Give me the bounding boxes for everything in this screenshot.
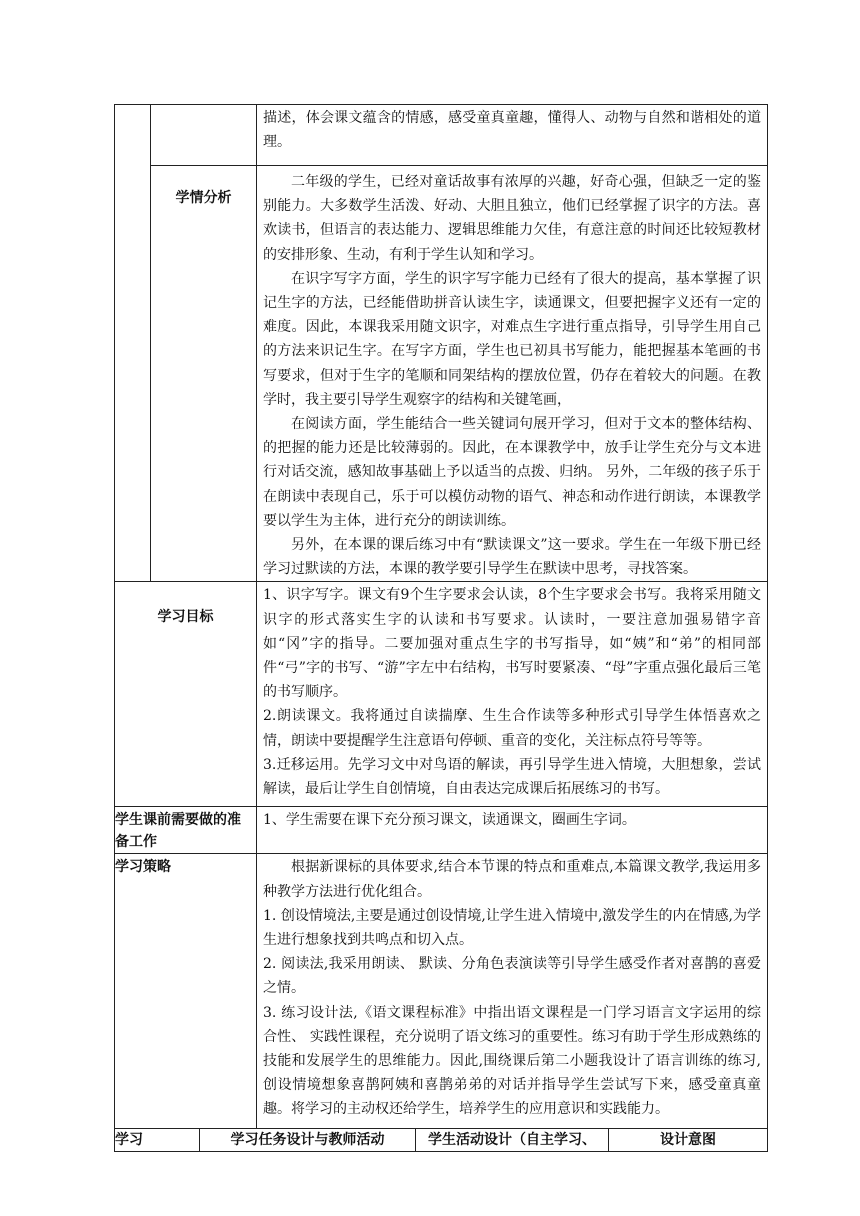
header-col-student [416,1129,609,1152]
preparation-label [115,807,257,854]
preparation-text: 1、学生需要在课下充分预习课文，读通课文，圈画生字词。 [263,812,636,829]
header-col-study [115,1129,200,1152]
strategy-content [257,854,768,1129]
analysis-paragraph: 二年级的学生，已经对童话故事有浓厚的兴趣，好奇心强，但缺乏一定的鉴别能力。大多数学生活泼、好动、大胆且独立，他们已经掌握了识字的方法。喜欢读书，但语言的表达能力、逻辑思维能力欠佳，有意注意的时间还比较短教材的安排形象、生动，有利于学生认知和学习。 [263,174,761,263]
goal-paragraph: 3.迁移运用。先学习文中对鸟语的解读，再引导学生进入情境，大胆想象，尝试解读，最后让学生自创情境，自由表达完成课后拓展练习的书写。 [263,756,761,798]
preparation-content [257,807,768,854]
learning-analysis-row [115,166,768,582]
learning-analysis-content [257,166,768,582]
strategy-label [115,854,257,1129]
strategy-row [115,854,768,1129]
lesson-plan-table [114,104,768,1152]
intro-row [115,105,768,166]
analysis-paragraph: 另外，在本课的课后练习中有“默读课文”这一要求。学生在一年级下册已经学习过默读的方法，本课的教学要引导学生在默读中思考，寻找答案。 [263,537,761,578]
header-col-task-text: 学习任务设计与教师活动 [230,1132,385,1149]
goal-paragraph: 1、识字写字。课文有9个生字要求会认读，8个生字要求会书写。我将采用随文识字的形式落实生字的认读和书写要求。认读时，一要注意加强易错字音如“冈”字的指导。二要加强对重点生字的书写指导，如“姨”和“弟”的相同部件“弓”字的书写、“游”字左中右结构，书写时要紧凑、“母”字重点强化最后三笔的书写顺序。 [263,587,761,701]
preparation-label-text: 学生课前需要做的准备工作 [115,812,241,851]
strategy-paragraph: 根据新课标的具体要求,结合本节课的特点和重难点,本篇课文教学,我运用多种教学方法进行优化组合。 [263,859,761,900]
intro-text: 描述，体会课文蕴含的情感，感受童真童趣，懂得人、动物与自然和谐相处的道理。 [263,110,761,151]
intro-content-cell [257,105,768,166]
strategy-paragraph: 1. 创设情境法,主要是通过创设情境,让学生进入情境中,激发学生的内在情感,为学生进行想象找到共鸣点和切入点。 [263,907,761,949]
analysis-paragraph: 在阅读方面，学生能结合一些关键词句展开学习，但对于文本的整体结构、的把握的能力还是比较薄弱的。因此，在本课教学中，放手让学生充分与文本进行对话交流，感知故事基础上予以适当的点拨、归纳。 另外，二年级的孩子乐于在朗读中表现自己，乐于可以模仿动物的语气、神态和动作进行朗读，本课教学要以学生为主体，进行充分的朗读训练。 [263,416,761,529]
learning-goals-row [115,582,768,807]
header-col-student-text: 学生活动设计（自主学习、 [428,1132,596,1149]
header-col-intent [609,1129,768,1152]
learning-analysis-label-text: 学情分析 [175,190,232,206]
preparation-row [115,807,768,854]
outer-left-cell [115,105,151,582]
learning-analysis-label [151,166,257,582]
learning-goals-content [257,582,768,807]
strategy-paragraph: 3. 练习设计法,《语文课程标准》中指出语文课程是一门学习语言文字运用的综合性、 实践性课程，充分说明了语文练习的重要性。练习有助于学生形成熟练的技能和发展学生的思维能力。因此,围绕课后第二小题我设计了语言训练的练习,创设情境想象喜鹊阿姨和喜鹊弟弟的对话并指导学生尝试写下来，感受童真童趣。将学习的主动权还给学生，培养学生的应用意识和实践能力。 [263,1004,761,1118]
header-col-task [200,1129,416,1152]
intro-label-cell [151,105,257,166]
strategy-paragraph: 2. 阅读法,我采用朗读、 默读、分角色表演读等引导学生感受作者对喜鹊的喜爱之情。 [263,956,761,997]
header-col-intent-text: 设计意图 [660,1132,716,1149]
activity-header-row [115,1129,768,1152]
strategy-label-text: 学习策略 [115,859,171,876]
goal-paragraph: 2.朗读课文。我将通过自读揣摩、生生合作读等多种形式引导学生体悟喜欢之情，朗读中要提醒学生注意语句停顿、重音的变化，关注标点符号等等。 [263,708,761,749]
header-col-study-text: 学习 [115,1132,143,1149]
learning-goals-label-text: 学习目标 [157,609,214,626]
learning-goals-label [115,582,257,807]
analysis-paragraph: 在识字写字方面，学生的识字写字能力已经有了很大的提高，基本掌握了识记生字的方法，已经能借助拼音认读生字，读通课文，但要把握字义还有一定的难度。因此，本课我采用随文识字，对难点生字进行重点指导，引导学生用自己的方法来识记生字。在写字方面，学生也已初具书写能力，能把握基本笔画的书写要求，但对于生字的笔顺和同架结构的摆放位置，仍存在着较大的问题。在教学时，我主要引导学生观察字的结构和关键笔画， [263,270,761,408]
